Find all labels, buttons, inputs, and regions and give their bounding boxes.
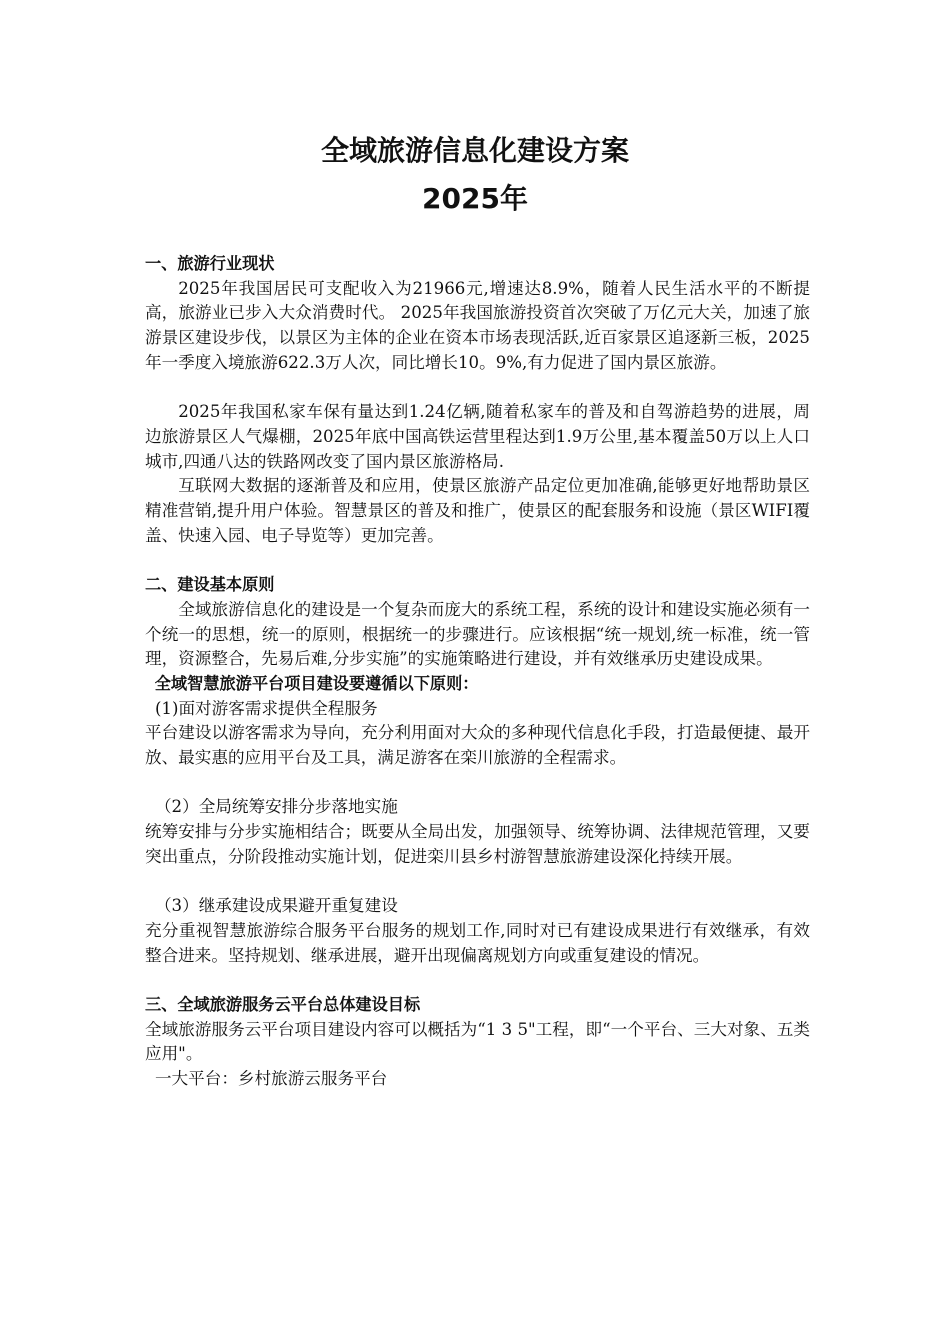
paragraph: 2025年我国居民可支配收入为21966元,增速达8.9%，随着人民生活水平的不断提高，旅游业已步入大众消费时代。 2025年我国旅游投资首次突破了万亿元大关，加速了旅游景区建设步伐，以景区为主体的企业在资本市场表现活跃,近百家景区追逐新三板，2025年一季度入境旅游622.3万人次，同比增长10。9%,有力促进了国内景区旅游。 [145, 278, 810, 372]
paragraph: 统筹安排与分步实施相结合；既要从全局出发，加强领导、统筹协调、法律规范管理，又要突出重点，分阶段推动实施计划，促进栾川县乡村游智慧旅游建设深化持续开展。 [145, 822, 810, 866]
principle-heading-2: （2）全局统筹安排分步落地实施 [154, 797, 398, 817]
paragraph: 全域旅游服务云平台项目建设内容可以概括为“1 3 5"工程，即“一个平台、三大对象、五类应用"。 [145, 1019, 810, 1064]
paragraph: 2025年我国私家车保有量达到1.24亿辆,随着私家车的普及和自驾游趋势的进展，周边旅游景区人气爆棚，2025年底中国高铁运营里程达到1.9万公里,基本覆盖50万以上人口城市,四通八达的铁路网改变了国内景区旅游格局. [145, 402, 810, 471]
spacer [145, 771, 810, 796]
document-title: 全域旅游信息化建设方案 [320, 134, 629, 167]
spacer [145, 968, 810, 993]
section-heading-3: 三、全域旅游服务云平台总体建设目标 [145, 995, 421, 1015]
paragraph: 平台建设以游客需求为导向，充分利用面对大众的多种现代信息化手段，打造最便捷、最开放、最实惠的应用平台及工具，满足游客在栾川旅游的全程需求。 [145, 723, 810, 768]
paragraph: 全域旅游信息化的建设是一个复杂而庞大的系统工程，系统的设计和建设实施必须有一个统一的思想，统一的原则，根据统一的步骤进行。应该根据“统一规划,统一标准，统一管理，资源整合，先易后难,分步实施”的实施策略进行建设，并有效继承历史建设成果。 [145, 599, 810, 669]
paragraph: 互联网大数据的逐渐普及和应用，使景区旅游产品定位更加准确,能够更好地帮助景区精准营销,提升用户体验。智慧景区的普及和推广，使景区的配套服务和设施（景区WIFI覆盖、快速入园、电子导览等）更加完善。 [145, 476, 810, 545]
principle-heading-1: (1)面对游客需求提供全程服务 [154, 698, 378, 718]
document-body [145, 252, 810, 1092]
section-heading-2: 二、建设基本原则 [145, 575, 275, 595]
spacer [145, 548, 810, 573]
paragraph: 一大平台：乡村旅游云服务平台 [154, 1069, 388, 1089]
document-year: 2025年 [422, 182, 528, 215]
spacer [145, 376, 810, 401]
spacer [145, 870, 810, 895]
paragraph: 充分重视智慧旅游综合服务平台服务的规划工作,同时对已有建设成果进行有效继承，有效整合进来。坚持规划、继承进展，避开出现偏离规划方向或重复建设的情况。 [145, 920, 810, 965]
section-heading-1: 一、旅游行业现状 [145, 254, 275, 273]
principle-heading-3: （3）继承建设成果避开重复建设 [154, 896, 398, 916]
subheading: 全域智慧旅游平台项目建设要遵循以下原则： [154, 673, 479, 693]
